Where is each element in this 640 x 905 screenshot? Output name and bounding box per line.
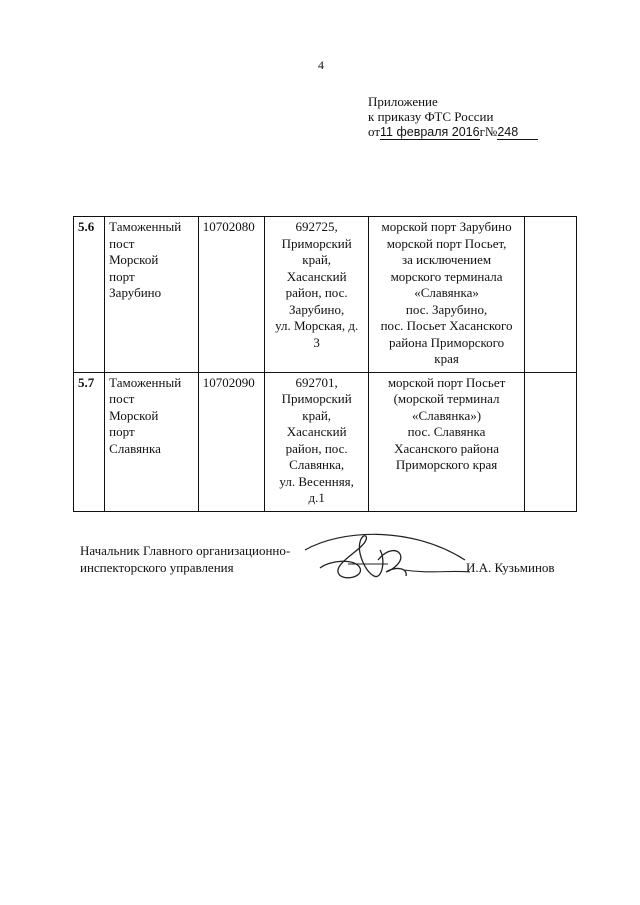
appendix-date-line	[368, 124, 538, 140]
signatory-title	[80, 543, 290, 576]
page-number: 4	[318, 58, 324, 72]
post-area: морской порт Посьет (морской терминал «Славянка») пос. Славянка Хасанского района Приморского края	[369, 372, 525, 511]
table-row	[74, 217, 577, 373]
handwritten-signature	[300, 520, 480, 590]
signatory-name: И.А. Кузьминов	[466, 560, 555, 575]
date-prefix: от	[368, 124, 381, 139]
appendix-title: Приложение	[368, 94, 438, 109]
post-code: 10702090	[198, 372, 265, 511]
post-address: 692701, Приморский край, Хасанский район, пос. Славянка, ул. Весенняя, д.1	[265, 372, 369, 511]
signatory-title-line1: Начальник Главного организационно-	[80, 543, 291, 558]
appendix-header	[368, 94, 538, 140]
appendix-order-ref: к приказу ФТС России	[368, 109, 494, 124]
number-prefix: г№	[479, 124, 498, 139]
table-row	[74, 372, 577, 511]
post-address: 692725, Приморский край, Хасанский район, пос. Зарубино, ул. Морская, д. 3	[265, 217, 369, 373]
order-date: 11 февраля 2016	[380, 125, 480, 139]
order-number: 248	[497, 125, 519, 139]
post-code: 10702080	[198, 217, 265, 373]
signatory-title-line2: инспекторского управления	[80, 559, 234, 575]
post-name: Таможенный пост Морской порт Славянка	[105, 372, 199, 511]
post-name: Таможенный пост Морской порт Зарубино	[105, 217, 199, 373]
row-number: 5.6	[74, 217, 105, 373]
row-number: 5.7	[74, 372, 105, 511]
customs-posts-table	[73, 216, 577, 512]
empty-cell	[525, 372, 577, 511]
empty-cell	[525, 217, 577, 373]
post-area: морской порт Зарубино морской порт Посьет, за исключением морского терминала «Славянка» пос. Зарубино, пос. Посьет Хасанского района Приморского края	[369, 217, 525, 373]
